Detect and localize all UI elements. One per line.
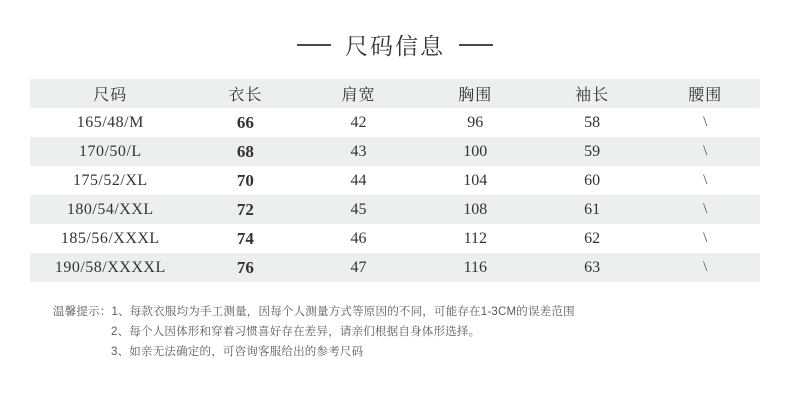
cell-length: 70 <box>236 170 254 190</box>
cell-shoulder: 46 <box>350 229 367 247</box>
column-header-size: 尺码 <box>93 87 128 104</box>
column-header-waist: 腰围 <box>688 87 723 104</box>
cell-bust: 100 <box>463 142 488 160</box>
column-header-bust: 胸围 <box>458 87 493 104</box>
table-row <box>30 137 760 166</box>
note-line-3: 3、如亲无法确定的，可咨询客服给出的参考尺码 <box>111 346 364 358</box>
size-table-wrapper <box>30 79 760 282</box>
cell-waist: \ <box>703 259 708 275</box>
cell-size: 185/56/XXXL <box>60 229 160 247</box>
cell-sleeve: 59 <box>584 142 601 160</box>
column-header-shoulder: 肩宽 <box>341 87 376 104</box>
page-title-text: 尺码信息 <box>345 33 445 59</box>
cell-sleeve: 63 <box>584 258 601 276</box>
title-dash-left-icon <box>297 44 331 46</box>
cell-size: 175/52/XL <box>72 171 148 189</box>
cell-size: 190/58/XXXXL <box>54 258 166 276</box>
cell-waist: \ <box>703 172 708 188</box>
column-header-length: 衣长 <box>228 87 263 104</box>
note-line-1: 温馨提示：1、每款衣服均为手工测量，因每个人测量方式等原因的不同，可能存在1-3CM的误差范围 <box>53 306 575 318</box>
cell-shoulder: 47 <box>350 258 367 276</box>
cell-length: 72 <box>236 199 254 219</box>
cell-length: 68 <box>236 141 254 161</box>
table-header-row <box>30 79 760 108</box>
cell-sleeve: 62 <box>584 229 601 247</box>
cell-shoulder: 44 <box>350 171 367 189</box>
column-header-sleeve: 袖长 <box>575 87 610 104</box>
notes-block <box>45 302 745 362</box>
table-row <box>30 195 760 224</box>
cell-size: 180/54/XXL <box>66 200 154 218</box>
cell-length: 66 <box>236 112 254 132</box>
cell-bust: 112 <box>463 229 487 247</box>
cell-waist: \ <box>703 143 708 159</box>
title-dash-right-icon <box>459 44 493 46</box>
cell-waist: \ <box>703 201 708 217</box>
cell-length: 74 <box>236 228 254 248</box>
cell-sleeve: 61 <box>584 200 601 218</box>
cell-shoulder: 42 <box>350 113 367 131</box>
cell-sleeve: 58 <box>584 113 601 131</box>
table-row <box>30 108 760 137</box>
note-line-2: 2、每个人因体形和穿着习惯喜好存在差异，请亲们根据自身体形选择。 <box>111 326 481 338</box>
cell-bust: 104 <box>463 171 488 189</box>
cell-shoulder: 45 <box>350 200 367 218</box>
cell-sleeve: 60 <box>584 171 601 189</box>
cell-length: 76 <box>236 257 254 277</box>
page-title <box>0 0 790 79</box>
table-row <box>30 166 760 195</box>
cell-size: 165/48/M <box>76 113 144 131</box>
cell-waist: \ <box>703 114 708 130</box>
size-table <box>30 79 760 282</box>
table-row <box>30 224 760 253</box>
cell-size: 170/50/L <box>78 142 142 160</box>
cell-waist: \ <box>703 230 708 246</box>
table-row <box>30 253 760 282</box>
cell-bust: 96 <box>467 113 484 131</box>
cell-shoulder: 43 <box>350 142 367 160</box>
cell-bust: 108 <box>463 200 488 218</box>
cell-bust: 116 <box>463 258 487 276</box>
